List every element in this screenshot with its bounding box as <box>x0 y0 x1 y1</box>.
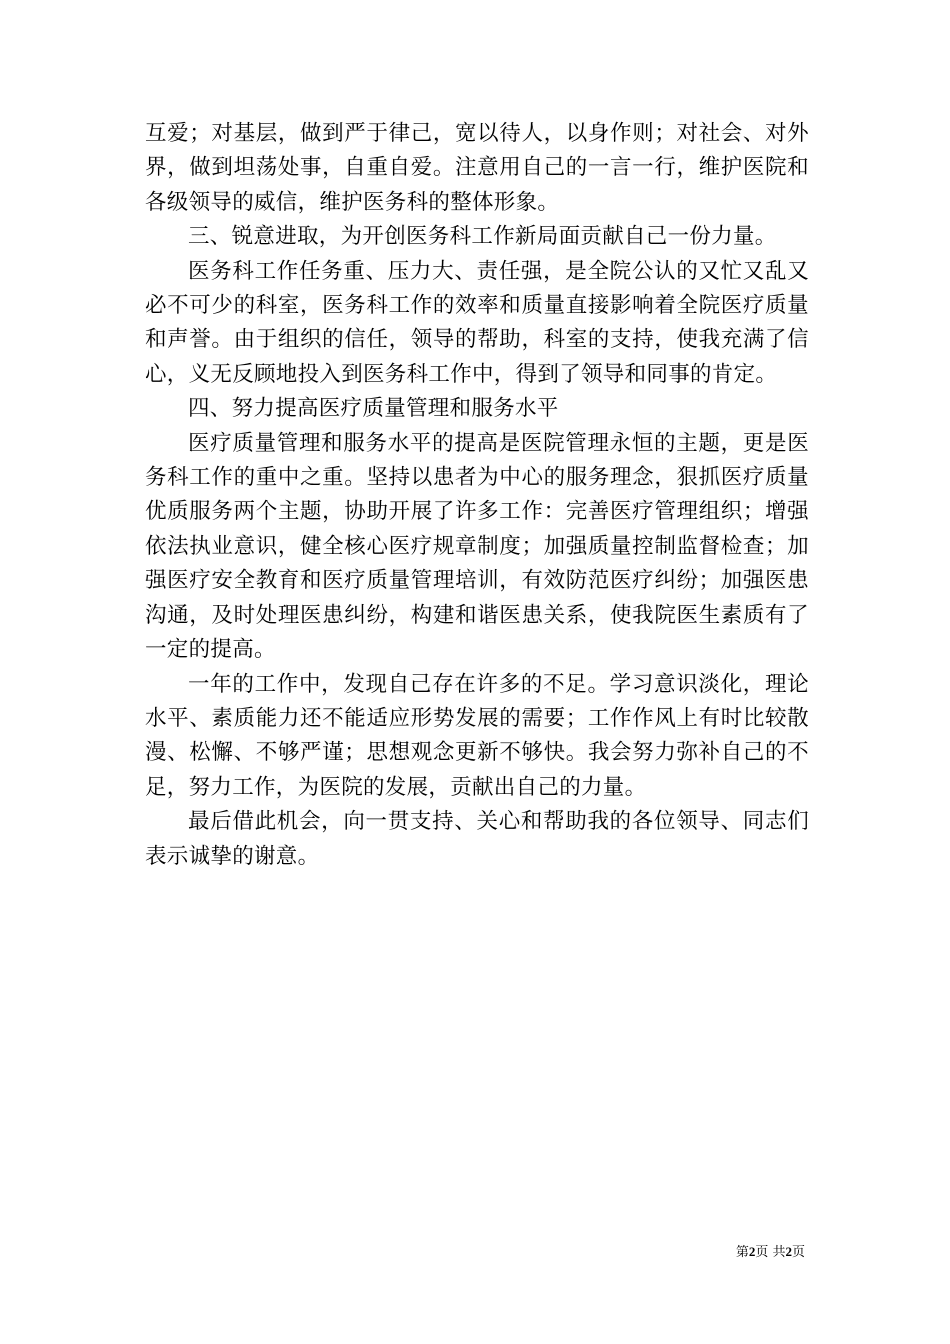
footer-page-number: 2 <box>748 1244 756 1259</box>
paragraph-medical-affairs-work: 医务科工作任务重、压力大、责任强，是全院公认的又忙又乱又必不可少的科室，医务科工作的效率和质量直接影响着全院医疗质量和声誉。由于组织的信任，领导的帮助，科室的支持，使我充满了信心，义无反顾地投入到医务科工作中，得到了领导和同事的肯定。 <box>145 258 809 387</box>
paragraph-continued-conduct: 互爱；对基层，做到严于律己，宽以待人，以身作则；对社会、对外界，做到坦荡处事，自重自爱。注意用自己的一言一行，维护医院和各级领导的威信，维护医务科的整体形象。 <box>145 121 809 215</box>
section-heading-three: 三、锐意进取，为开创医务科工作新局面贡献自己一份力量。 <box>188 224 777 250</box>
section-heading-four: 四、努力提高医疗质量管理和服务水平 <box>188 396 559 422</box>
paragraph-shortcomings: 一年的工作中，发现自己存在许多的不足。学习意识淡化，理论水平、素质能力还不能适应形势发展的需要；工作作风上有时比较散漫、松懈、不够严谨；思想观念更新不够快。我会努力弥补自己的不足，努力工作，为医院的发展，贡献出自己的力量。 <box>145 671 809 800</box>
page-footer <box>736 1244 805 1261</box>
footer-suffix: 页 <box>791 1245 805 1260</box>
paragraph-quality-management: 医疗质量管理和服务水平的提高是医院管理永恒的主题，更是医务科工作的重中之重。坚持以患者为中心的服务理念，狠抓医疗质量优质服务两个主题，协助开展了许多工作：完善医疗管理组织；增强依法执业意识，健全核心医疗规章制度；加强质量控制监督检查；加强医疗安全教育和医疗质量管理培训，有效防范医疗纠纷；加强医患沟通，及时处理医患纠纷，构建和谐医患关系，使我院医生素质有了一定的提高。 <box>145 430 809 663</box>
footer-prefix: 第 <box>735 1245 749 1260</box>
paragraph-thanks: 最后借此机会，向一贯支持、关心和帮助我的各位领导、同志们表示诚挚的谢意。 <box>145 809 809 869</box>
footer-middle: 页 共 <box>755 1245 786 1260</box>
footer-total-pages: 2 <box>785 1244 792 1259</box>
document-body <box>145 117 809 874</box>
